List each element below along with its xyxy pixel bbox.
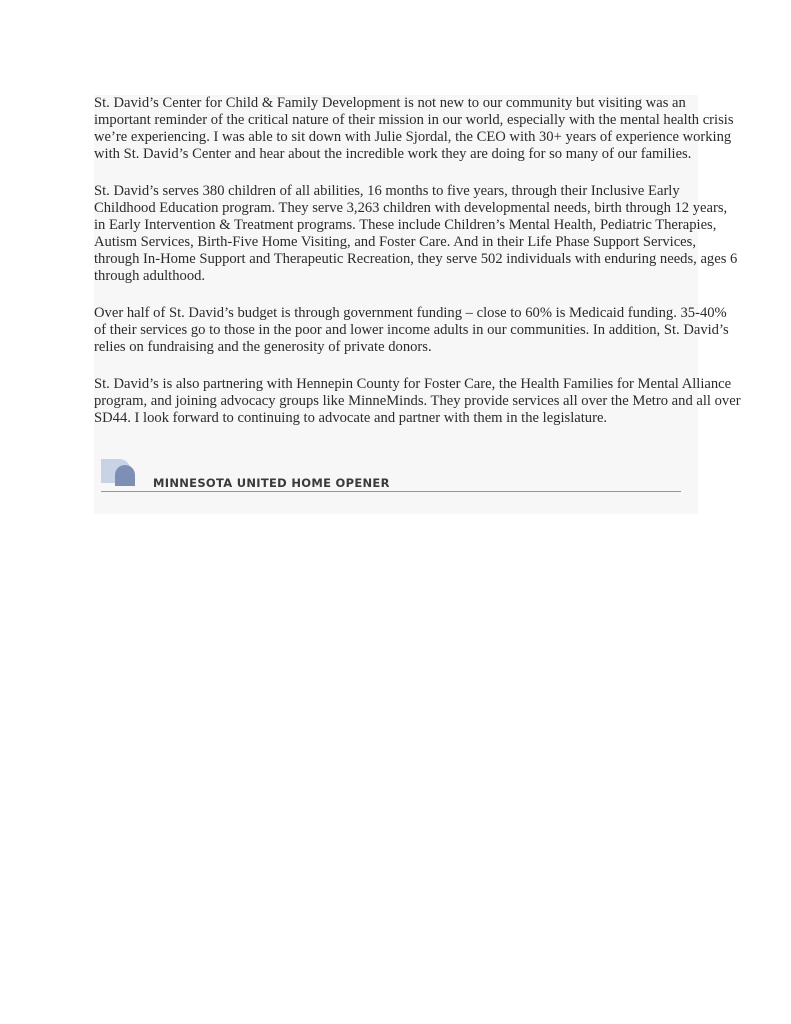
paragraph-line: relies on fundraising and the generosity of private donors.: [94, 339, 432, 355]
paragraph-line: of their services go to those in the poor and lower income adults in our communities. In addition, St. David’s: [94, 322, 729, 338]
paragraph-line: St. David’s serves 380 children of all abilities, 16 months to five years, through their Inclusive Early: [94, 183, 680, 199]
paragraph-line: program, and joining advocacy groups like MinneMinds. They provide services all over the Metro and all over: [94, 393, 741, 409]
logo-dark-shape-icon: [115, 465, 135, 486]
paragraph-funding: [94, 305, 791, 356]
paragraph-line: St. David’s is also partnering with Hennepin County for Foster Care, the Health Families for Mental Alliance: [94, 376, 732, 392]
paragraph-line: through In-Home Support and Therapeutic Recreation, they serve 502 individuals with enduring needs, ages 6: [94, 251, 738, 267]
paragraph-line: Over half of St. David’s budget is through government funding – close to 60% is Medicaid funding. 35-40%: [94, 305, 727, 321]
article-body: [94, 95, 791, 447]
paragraph-line: with St. David’s Center and hear about the incredible work they are doing for so many of our families.: [94, 146, 692, 162]
section-header: [101, 459, 681, 495]
paragraph-line: important reminder of the critical nature of their mission in our world, especially with the mental health crisis: [94, 112, 734, 128]
paragraph-line: Autism Services, Birth-Five Home Visiting, and Foster Care. And in their Life Phase Support Services,: [94, 234, 696, 250]
section-divider: [101, 491, 681, 492]
overlapping-shapes-logo-icon: [101, 459, 149, 489]
paragraph-services: [94, 183, 791, 285]
paragraph-line: SD44. I look forward to continuing to advocate and partner with them in the legislature.: [94, 410, 608, 426]
paragraph-line: in Early Intervention & Treatment programs. These include Children’s Mental Health, Pediatric Therapies,: [94, 217, 717, 233]
paragraph-partnerships: [94, 376, 791, 427]
paragraph-intro: [94, 95, 791, 163]
paragraph-line: we’re experiencing. I was able to sit down with Julie Sjordal, the CEO with 30+ years of experience working: [94, 129, 732, 145]
paragraph-line: St. David’s Center for Child & Family Development is not new to our community but visiting was an: [94, 95, 686, 111]
section-title: MINNESOTA UNITED HOME OPENER: [153, 476, 390, 490]
paragraph-line: Childhood Education program. They serve 3,263 children with developmental needs, birth through 12 years,: [94, 200, 728, 216]
paragraph-line: through adulthood.: [94, 268, 206, 284]
